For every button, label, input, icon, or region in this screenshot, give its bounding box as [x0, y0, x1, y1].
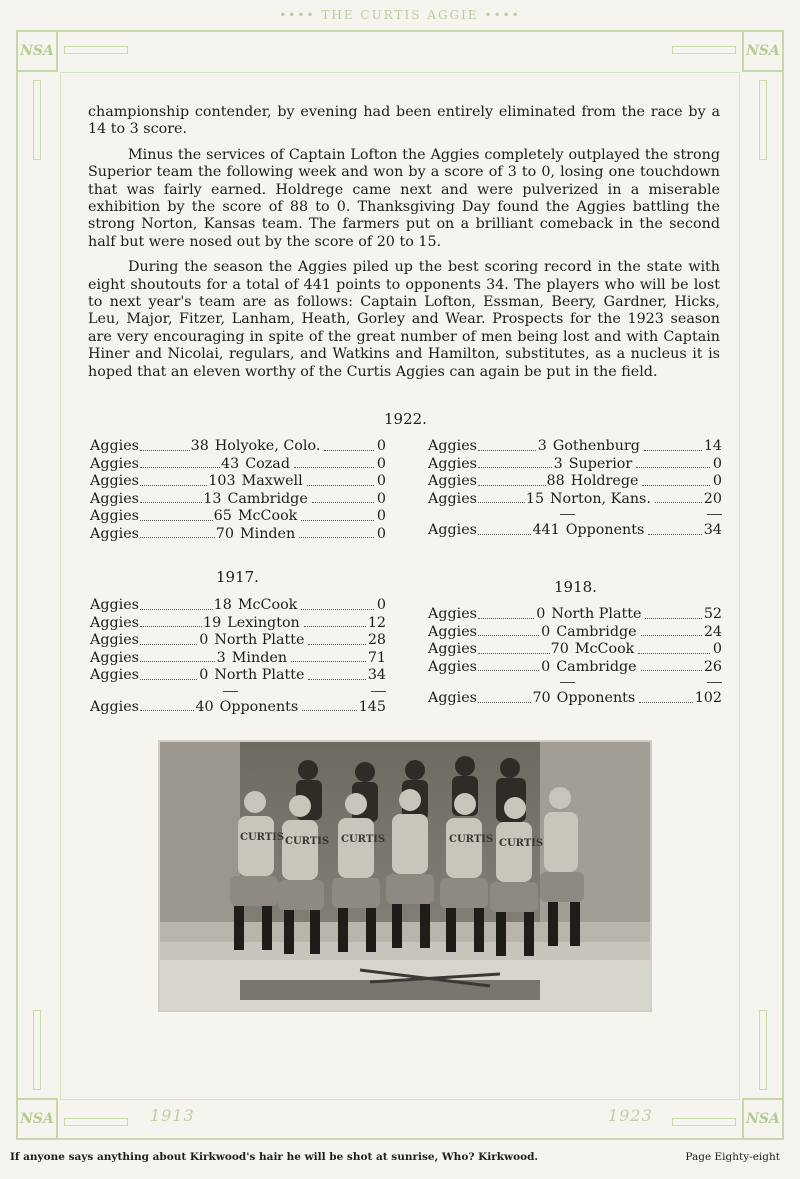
total-rule	[428, 676, 722, 690]
opponent-name: McCook	[237, 508, 298, 524]
leader-dots	[308, 632, 365, 645]
opponent-score: 28	[367, 632, 387, 648]
border-year-right: 1923	[608, 1106, 653, 1125]
opponent-name: North Platte	[214, 667, 305, 683]
leader-dots	[312, 491, 374, 504]
team: Aggies	[428, 473, 477, 489]
team: Aggies	[90, 632, 139, 648]
season-1922-title: 1922.	[384, 410, 427, 428]
border-ornament	[759, 1010, 767, 1090]
nsa-monogram-icon: NSA	[742, 30, 784, 72]
aggies-score: 0	[536, 606, 546, 622]
leader-dots	[478, 491, 525, 504]
opponent-name: Norton, Kans.	[550, 490, 651, 507]
opponent-score: 0	[376, 597, 387, 613]
border-ornament	[672, 46, 736, 54]
score-row	[428, 438, 722, 456]
opponent-name: North Platte	[214, 632, 305, 648]
leader-dots	[478, 624, 539, 637]
leader-dots	[140, 526, 215, 539]
aggies-score: 43	[221, 455, 240, 472]
season-1918-title: 1918.	[554, 578, 597, 596]
leader-dots	[307, 473, 374, 486]
aggies-score: 3	[553, 455, 563, 472]
opponent-score: 145	[358, 698, 386, 715]
opponent-name: Maxwell	[241, 473, 303, 489]
score-row	[90, 508, 386, 526]
leader-dots	[642, 473, 710, 486]
score-row	[90, 491, 386, 509]
page-number: Page Eighty-eight	[685, 1151, 780, 1163]
aggies-score: 70	[550, 641, 569, 657]
opponent-score: 0	[376, 438, 386, 454]
leader-dots	[644, 438, 702, 451]
score-row	[90, 615, 386, 633]
jersey-lettering: CURTIS	[285, 836, 330, 847]
score-row	[90, 699, 386, 717]
leader-dots	[636, 456, 710, 469]
score-row	[428, 456, 722, 474]
score-row	[428, 641, 722, 659]
opponent-name: Minden	[231, 649, 288, 666]
score-row	[90, 650, 386, 668]
score-row	[90, 667, 386, 685]
leader-dots	[140, 456, 220, 469]
team: Aggies	[428, 522, 477, 538]
season-1917-title: 1917.	[216, 568, 259, 586]
leader-dots	[301, 508, 374, 521]
opponent-score: 34	[703, 522, 722, 538]
border-ornament	[33, 80, 41, 160]
score-row	[428, 659, 722, 677]
opponent-name: North Platte	[551, 606, 642, 622]
leader-dots	[655, 491, 702, 504]
leader-dots	[639, 690, 692, 703]
aggies-score: 441	[532, 522, 560, 538]
score-row	[90, 438, 386, 456]
leader-dots	[478, 456, 552, 469]
opponent-name: McCook	[237, 597, 298, 613]
nsa-monogram-icon: NSA	[16, 1098, 58, 1140]
opponent-score: 24	[703, 623, 723, 640]
leader-dots	[638, 641, 710, 654]
aggies-score: 70	[532, 690, 551, 706]
team: Aggies	[90, 667, 139, 683]
score-row	[428, 690, 722, 708]
opponent-name: Opponents	[556, 690, 636, 706]
leader-dots	[294, 456, 374, 469]
leader-dots	[140, 667, 197, 680]
leader-dots	[302, 699, 356, 712]
score-row	[90, 456, 386, 474]
score-row	[90, 473, 386, 491]
opponent-score: 0	[376, 508, 387, 524]
score-row	[90, 526, 386, 544]
leader-dots	[645, 606, 701, 619]
jersey-lettering: CURTIS	[449, 834, 494, 845]
opponent-name: Gothenburg	[552, 438, 640, 454]
opponent-name: Cambridge	[227, 490, 308, 507]
opponent-name: Lexington	[227, 614, 300, 631]
leader-dots	[140, 473, 207, 486]
opponent-name: Holyoke, Colo.	[214, 438, 321, 454]
jersey-lettering: CURTIS	[341, 834, 386, 845]
season-1922-left-table	[90, 438, 386, 543]
opponent-score: 0	[712, 455, 722, 472]
leader-dots	[478, 606, 534, 619]
aggies-score: 70	[215, 525, 234, 542]
leader-dots	[140, 632, 197, 645]
team: Aggies	[428, 641, 477, 657]
opponent-score: 26	[703, 658, 723, 675]
aggies-score: 3	[216, 649, 226, 666]
leader-dots	[478, 438, 536, 451]
team: Aggies	[428, 438, 477, 454]
opponent-name: Opponents	[219, 698, 299, 715]
season-1918-table	[428, 606, 722, 708]
article-body	[88, 104, 720, 389]
aggies-score: 0	[541, 623, 551, 640]
jersey-lettering: CURTIS	[499, 838, 544, 849]
border-ornament	[672, 1118, 736, 1126]
aggies-score: 40	[195, 698, 214, 715]
opponent-score: 0	[712, 473, 723, 489]
aggies-score: 0	[541, 658, 551, 675]
team: Aggies	[90, 490, 139, 507]
aggies-score: 13	[203, 490, 222, 507]
jersey-lettering: CURTIS	[240, 832, 285, 843]
leader-dots	[140, 699, 194, 712]
nsa-monogram-icon: NSA	[742, 1098, 784, 1140]
team: Aggies	[428, 623, 477, 640]
opponent-name: Holdrege	[570, 473, 639, 489]
border-ornament	[64, 1118, 128, 1126]
opponent-score: 14	[703, 438, 723, 454]
leader-dots	[478, 641, 550, 654]
opponent-score: 71	[367, 649, 387, 666]
team: Aggies	[90, 597, 139, 613]
opponent-score: 52	[703, 606, 723, 622]
team: Aggies	[90, 508, 139, 524]
team: Aggies	[90, 438, 139, 454]
score-row	[428, 606, 722, 624]
aggies-score: 19	[203, 614, 222, 631]
opponent-score: 0	[712, 641, 723, 657]
aggies-score: 18	[213, 597, 232, 613]
aggies-score: 65	[213, 508, 232, 524]
opponent-score: 20	[703, 490, 722, 507]
border-ornament	[33, 1010, 41, 1090]
team: Aggies	[428, 455, 477, 472]
nsa-monogram-icon: NSA	[16, 30, 58, 72]
score-row	[428, 473, 722, 491]
page-header-title: •••• THE CURTIS AGGIE ••••	[279, 8, 521, 22]
opponent-score: 102	[694, 690, 722, 706]
score-row	[90, 632, 386, 650]
footer-joke: If anyone says anything about Kirkwood's hair he will be shot at sunrise, Who? Kirkwood.	[10, 1151, 539, 1163]
opponent-score: 34	[367, 667, 387, 683]
paragraph: Minus the services of Captain Lofton the Aggies completely outplayed the strong Superior team the following week and won by a score of 3 to 0, losing one touchdown that was fairly earned. Holdrege came next and were pulverized in a miserable exhibition by the score of 88 to 0. Thanksgiving Day found the Aggies battling the strong Norton, Kansas team. The farmers put on a brilliant comeback in the second half but were nosed out by the score of 20 to 15.	[88, 146, 720, 250]
team: Aggies	[90, 525, 139, 542]
opponent-score: 0	[376, 525, 387, 542]
score-row	[90, 597, 386, 615]
team: Aggies	[90, 614, 139, 631]
paragraph: During the season the Aggies piled up the best scoring record in the state with eight shoutouts for a total of 441 points to opponents 34. The players who will be lost to next year's team are as follows: Captain Lofton, Essman, Beery, Gardner, Hicks, Leu, Major, Fitzer, Lanham, Heath, Gorley and Wear. Prospects for the 1923 season are very encouraging in spite of the great number of men being lost and with Captain Hiner and Nicolai, regulars, and Watkins and Hamilton, substitutes, as a nucleus it is hoped that an eleven worthy of the Curtis Aggies can again be put in the field.	[88, 259, 720, 380]
score-row	[428, 522, 722, 540]
leader-dots	[641, 624, 702, 637]
score-row	[428, 491, 722, 509]
leader-dots	[478, 690, 531, 703]
season-1917-table	[90, 597, 386, 716]
team: Aggies	[90, 698, 139, 715]
border-ornament	[64, 46, 128, 54]
team-photo-illustration	[160, 742, 650, 1010]
leader-dots	[304, 615, 366, 628]
season-1922-right-table	[428, 438, 722, 540]
aggies-score: 3	[537, 438, 547, 454]
leader-dots	[478, 522, 531, 535]
opponent-name: McCook	[574, 641, 635, 657]
team: Aggies	[90, 473, 139, 489]
team: Aggies	[428, 690, 477, 706]
paragraph: championship contender, by evening had been entirely eliminated from the race by a 14 to 3 score.	[88, 104, 720, 138]
leader-dots	[308, 667, 365, 680]
total-rule	[90, 685, 386, 699]
leader-dots	[140, 615, 202, 628]
opponent-score: 0	[376, 455, 386, 472]
leader-dots	[324, 438, 374, 451]
border-ornament	[759, 80, 767, 160]
leader-dots	[140, 508, 213, 521]
opponent-score: 0	[376, 490, 387, 507]
score-row	[428, 624, 722, 642]
opponent-name: Cambridge	[556, 623, 637, 640]
leader-dots	[299, 526, 374, 539]
leader-dots	[648, 522, 701, 535]
border-year-left: 1913	[150, 1106, 195, 1125]
team-photograph	[158, 740, 652, 1012]
leader-dots	[478, 473, 546, 486]
total-rule	[428, 508, 722, 522]
team: Aggies	[428, 658, 477, 675]
leader-dots	[140, 597, 213, 610]
opponent-score: 12	[367, 614, 387, 631]
team: Aggies	[428, 490, 477, 507]
opponent-name: Cambridge	[556, 658, 637, 675]
aggies-score: 15	[525, 490, 545, 507]
leader-dots	[641, 659, 702, 672]
team: Aggies	[90, 455, 139, 472]
opponent-name: Cozad	[245, 455, 290, 472]
team: Aggies	[90, 649, 139, 666]
leader-dots	[140, 650, 215, 663]
aggies-score: 103	[208, 473, 236, 489]
opponent-name: Minden	[239, 525, 296, 542]
aggies-score: 88	[546, 473, 565, 489]
opponent-name: Opponents	[565, 522, 645, 538]
team: Aggies	[428, 606, 477, 622]
aggies-score: 0	[199, 632, 209, 648]
leader-dots	[140, 491, 202, 504]
leader-dots	[291, 650, 366, 663]
aggies-score: 0	[199, 667, 209, 683]
leader-dots	[478, 659, 539, 672]
opponent-name: Superior	[568, 455, 633, 472]
aggies-score: 38	[190, 438, 209, 454]
leader-dots	[301, 597, 374, 610]
leader-dots	[140, 438, 190, 451]
opponent-score: 0	[376, 473, 386, 489]
